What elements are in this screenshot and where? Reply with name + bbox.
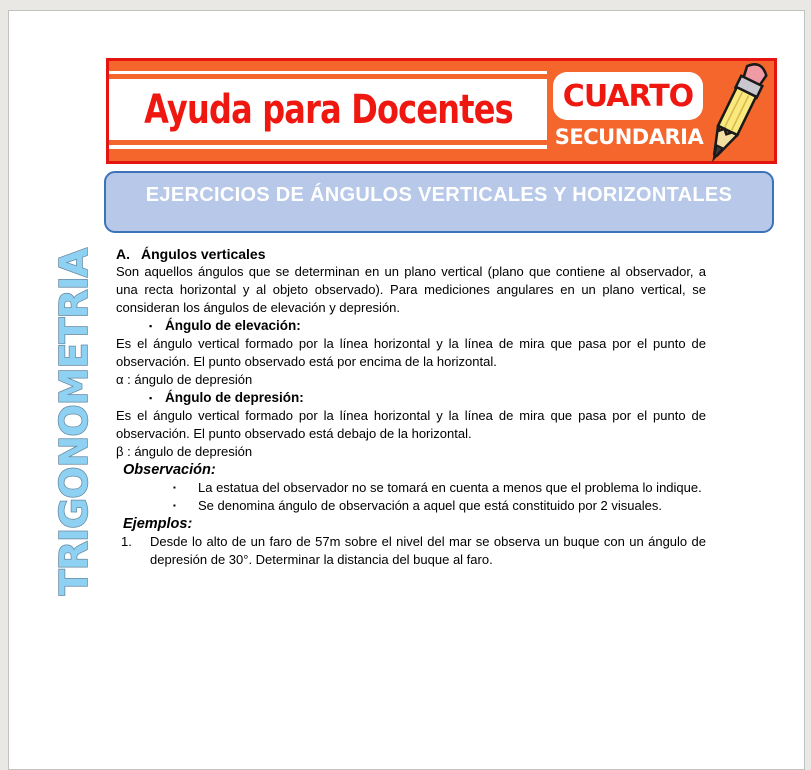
bullet-depression-body: Es el ángulo vertical formado por la línea horizontal y la línea de mira que pasa por el punto de observación. El punto observado está debajo de la horizontal. <box>116 408 706 441</box>
observation-item <box>171 479 706 497</box>
worksheet-title-box <box>104 171 774 233</box>
brand-band <box>109 71 547 149</box>
brand-title: Ayuda para Docentes <box>143 87 513 133</box>
pencil-icon <box>694 59 782 171</box>
observation-item-text: La estatua del observador no se tomará en cuenta a menos que el problema lo indique. <box>198 480 702 495</box>
document-page <box>8 10 805 770</box>
course-vertical-label: TRIGONOMETRIA <box>52 248 96 596</box>
level-label: SECUNDARIA <box>554 125 704 149</box>
square-bullet-icon: ▪ <box>149 321 153 331</box>
examples-heading: Ejemplos: <box>123 516 193 532</box>
worksheet-title: EJERCICIOS DE ÁNGULOS VERTICALES Y HORIZONTALES <box>145 184 733 206</box>
grade-label: CUARTO <box>562 78 694 114</box>
example-text: Desde lo alto de un faro de 57m sobre el nivel del mar se observa un buque con un ángulo de depresión de 30°. Determinar la distancia del buque al faro. <box>150 534 706 567</box>
alpha-note: α : ángulo de depresión <box>116 372 253 387</box>
section-a-title: Ángulos verticales <box>141 246 266 262</box>
brand-banner <box>106 58 777 164</box>
example-item <box>121 533 706 569</box>
observation-item-text: Se denomina ángulo de observación a aquel que está constituido por 2 visuales. <box>198 498 662 513</box>
bullet-depression-title: Ángulo de depresión: <box>165 390 304 405</box>
beta-note: β : ángulo de depresión <box>116 444 253 459</box>
section-a-intro: Son aquellos ángulos que se determinan en un plano vertical (plano que contiene al observador, a una recta horizontal y al objeto observado). Para mediciones angulares en un plano vertical, se consideran los ángulos de elevación y depresión. <box>116 264 706 315</box>
document-body <box>116 245 706 569</box>
square-bullet-icon: ▪ <box>173 483 176 492</box>
bullet-elevation-heading-row <box>149 317 706 335</box>
bullet-elevation-body: Es el ángulo vertical formado por la línea horizontal y la línea de mira que pasa por el punto de observación. El punto observado está por encima de la horizontal. <box>116 336 706 369</box>
section-a-label: A. <box>116 246 130 262</box>
square-bullet-icon: ▪ <box>173 501 176 510</box>
square-bullet-icon: ▪ <box>149 393 153 403</box>
observation-item <box>171 497 706 515</box>
section-a-heading-row <box>116 245 706 263</box>
grade-badge <box>553 72 703 120</box>
example-number: 1. <box>121 534 132 549</box>
bullet-elevation-title: Ángulo de elevación: <box>165 318 301 333</box>
observation-heading: Observación: <box>123 462 216 478</box>
bullet-depression-heading-row <box>149 389 706 407</box>
